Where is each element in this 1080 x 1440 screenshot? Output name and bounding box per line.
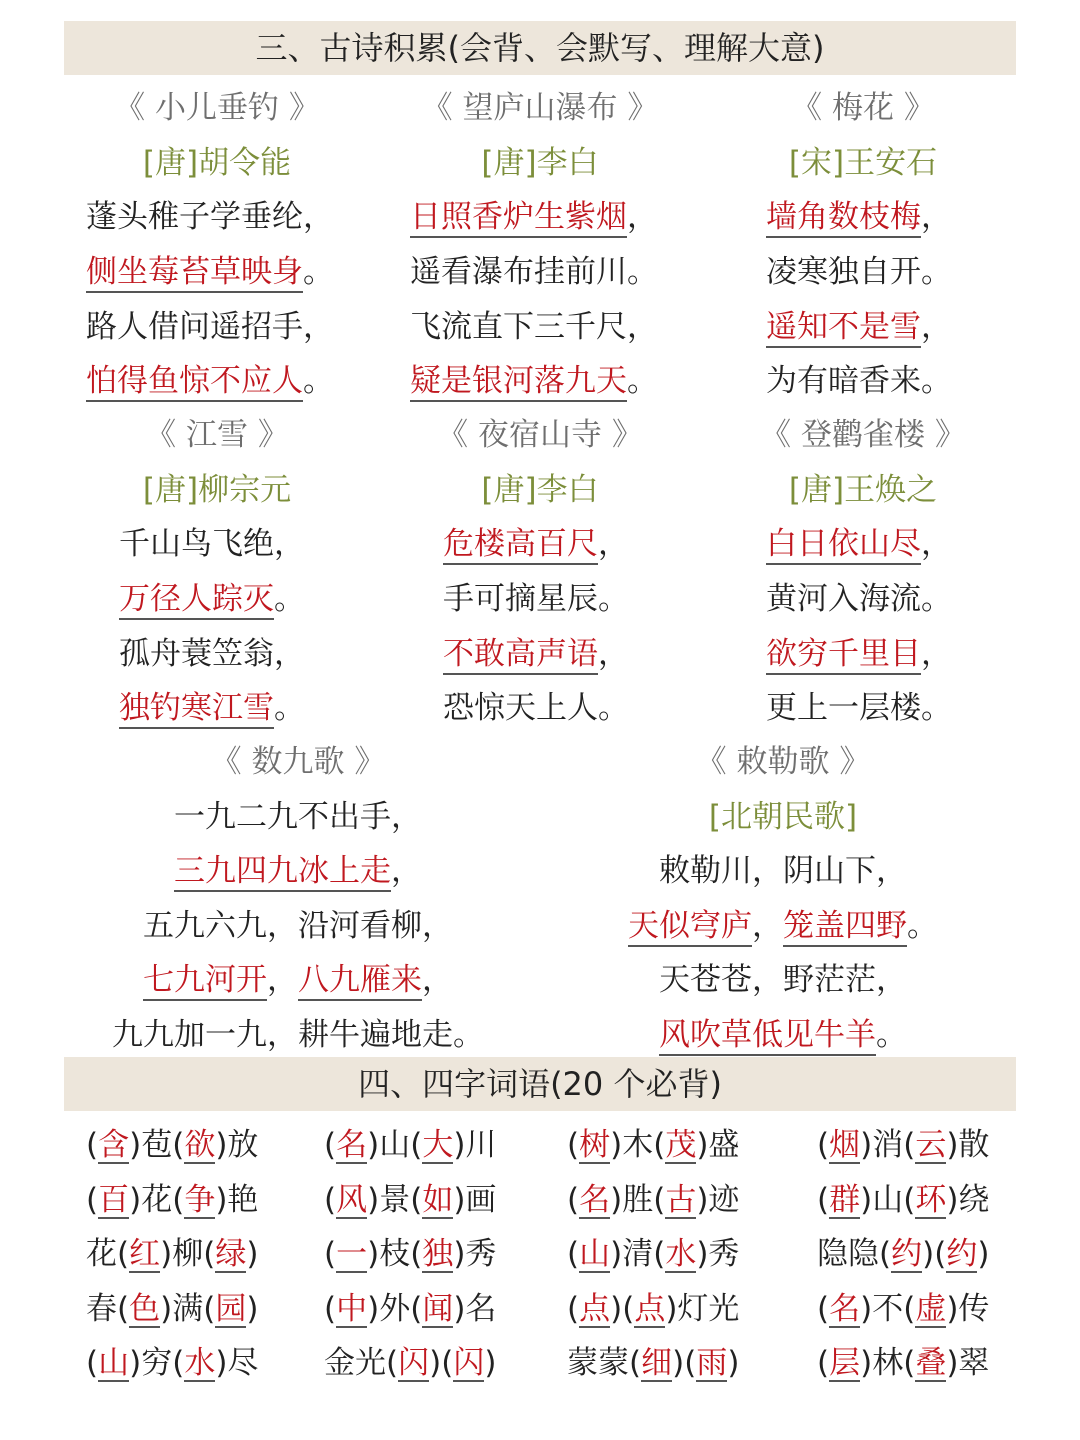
- idiom-text: )散: [946, 1127, 990, 1163]
- idiom-text: )木(: [610, 1127, 666, 1163]
- idiom-answer: 含: [98, 1127, 130, 1163]
- poem-author: [唐]王焕之: [788, 472, 938, 508]
- poem-line: [86, 245, 334, 300]
- idiom-text: )不(: [860, 1290, 916, 1327]
- line-text: 蓬头稚子学垂纶，: [86, 199, 334, 235]
- highlighted-text: 欲穷千里目: [766, 637, 921, 675]
- highlighted-text: 天似穹庐: [628, 909, 752, 947]
- idiom-item: [324, 1336, 567, 1391]
- line-text: 遥看瀑布挂前川。: [410, 254, 658, 290]
- highlighted-text: 怕得鱼惊不应人: [86, 364, 303, 402]
- poem-line: [443, 517, 629, 572]
- idiom-answer: 叠: [915, 1345, 947, 1381]
- idiom-answer: 争: [184, 1181, 216, 1218]
- poem-author: [北朝民歌]: [708, 799, 858, 835]
- poem-line: [766, 681, 952, 736]
- line-text: 天苍苍，野茫茫，: [659, 962, 907, 998]
- idiom-answer: 约: [946, 1236, 978, 1272]
- poem-line: [766, 190, 952, 245]
- idiom-text: )山(: [860, 1181, 916, 1218]
- idiom-item: [324, 1227, 567, 1282]
- poem-author: [宋]王安石: [788, 145, 938, 181]
- highlighted-text: 疑是银河落九天: [410, 364, 627, 402]
- line-text: 。: [274, 581, 305, 617]
- poem-author: [唐]胡令能: [142, 145, 292, 181]
- idiom-answer: 环: [915, 1181, 947, 1218]
- idiom-text: )外(: [367, 1290, 423, 1327]
- poem-line: [48, 953, 548, 1008]
- idiom-answer: 山: [98, 1345, 130, 1381]
- line-text: ，: [598, 636, 629, 672]
- idiom-text: (: [567, 1181, 580, 1218]
- line-text: 为有暗香来。: [766, 363, 952, 399]
- idiom-text: )翠: [946, 1345, 990, 1381]
- idiom-answer: 名: [336, 1127, 368, 1163]
- idiom-text: )名: [453, 1290, 497, 1327]
- poem-title: 《 夜宿山寺 》: [437, 417, 643, 453]
- poem-line: [119, 572, 305, 627]
- poem-line: [443, 681, 629, 736]
- line-text: 手可摘星辰。: [443, 581, 629, 617]
- idiom-answer: 山: [579, 1236, 611, 1272]
- idiom-text: )艳: [215, 1181, 259, 1218]
- idiom-text: )林(: [860, 1345, 916, 1381]
- poem-line: [766, 572, 952, 627]
- poem-line: [48, 844, 548, 899]
- idiom-text: )景(: [367, 1181, 423, 1218]
- highlighted-text: 风吹草低见牛羊: [659, 1018, 876, 1056]
- idiom-text: )盛: [696, 1127, 740, 1163]
- line-text: 五九六九，沿河看柳，: [143, 908, 453, 944]
- idiom-text: )(: [610, 1290, 635, 1327]
- poem-title: 《 小儿垂钓 》: [114, 90, 320, 126]
- poem-line: [410, 354, 658, 409]
- idiom-text: (: [817, 1181, 830, 1218]
- idiom-answer: 百: [98, 1181, 130, 1218]
- idiom-item: [817, 1118, 1007, 1173]
- idiom-text: )满(: [160, 1290, 216, 1327]
- idiom-text: )山(: [367, 1127, 423, 1163]
- poem-line: [766, 517, 952, 572]
- line-text: 。: [303, 254, 334, 290]
- idiom-text: )花(: [129, 1181, 185, 1218]
- idiom-item: [567, 1118, 817, 1173]
- highlighted-text: 日照香炉生紫烟: [410, 200, 627, 238]
- poem-line: [766, 300, 952, 355]
- idiom-text: )秀: [453, 1236, 497, 1272]
- idiom-item: [817, 1336, 1007, 1391]
- highlighted-text: 三九四九冰上走: [174, 854, 391, 892]
- highlighted-text: 危楼高百尺: [443, 527, 598, 565]
- poem-line: [766, 245, 952, 300]
- idiom-answer: 风: [336, 1181, 368, 1218]
- highlighted-text: 遥知不是雪: [766, 310, 921, 348]
- idiom-text: (: [324, 1181, 337, 1218]
- line-text: ，: [422, 962, 453, 998]
- poem-title: 《 江雪 》: [145, 417, 289, 453]
- line-text: ，: [598, 526, 629, 562]
- poem-line: [443, 572, 629, 627]
- idiom-item: [86, 1282, 324, 1337]
- idiom-answer: 中: [336, 1290, 368, 1327]
- idiom-item: [324, 1282, 567, 1337]
- idiom-answer: 绿: [215, 1236, 247, 1272]
- idiom-text: )川: [453, 1127, 497, 1163]
- idiom-item: [86, 1227, 324, 1282]
- idiom-text: )(: [672, 1345, 697, 1381]
- idiom-text: )苞(: [129, 1127, 185, 1163]
- idiom-answer: 园: [215, 1290, 247, 1327]
- idiom-text: 隐隐(: [817, 1236, 892, 1272]
- idiom-text: (: [86, 1345, 99, 1381]
- highlighted-text: 万径人踪灭: [119, 582, 274, 620]
- poem-line: [533, 953, 1033, 1008]
- section3-header: 三、古诗积累(会背、会默写、理解大意): [64, 21, 1016, 75]
- highlighted-text: 笼盖四野: [783, 909, 907, 947]
- idiom-text: (: [86, 1181, 99, 1218]
- poem-line: [410, 300, 658, 355]
- idiom-answer: 层: [829, 1345, 861, 1381]
- idiom-item: [324, 1173, 567, 1228]
- idiom-answer: 群: [829, 1181, 861, 1218]
- idiom-text: (: [567, 1290, 580, 1327]
- idiom-item: [817, 1282, 1007, 1337]
- idiom-text: )胜(: [610, 1181, 666, 1218]
- poem-line: [766, 627, 952, 682]
- poem-title: 《 望庐山瀑布 》: [421, 90, 659, 126]
- line-text: 。: [303, 363, 334, 399]
- idiom-item: [86, 1173, 324, 1228]
- idiom-text: (: [817, 1127, 830, 1163]
- line-text: 一九二九不出手，: [174, 799, 422, 835]
- poem-line: [48, 1008, 548, 1063]
- idiom-item: [86, 1336, 324, 1391]
- idiom-item: [567, 1336, 817, 1391]
- idiom-text: ): [977, 1236, 990, 1272]
- idiom-text: ): [727, 1345, 740, 1381]
- line-text: 。: [627, 363, 658, 399]
- idiom-answer: 水: [665, 1236, 697, 1272]
- idiom-text: ): [246, 1290, 259, 1327]
- idiom-text: 金光(: [324, 1345, 399, 1381]
- idiom-item: [567, 1173, 817, 1228]
- idiom-text: 花(: [86, 1236, 130, 1272]
- idiom-answer: 如: [422, 1181, 454, 1218]
- idiom-text: )消(: [860, 1127, 916, 1163]
- line-text: ，: [921, 526, 952, 562]
- line-text: ，: [921, 309, 952, 345]
- idiom-answer: 欲: [184, 1127, 216, 1163]
- line-text: 更上一层楼。: [766, 690, 952, 726]
- idiom-text: )传: [946, 1290, 990, 1327]
- line-text: ，: [627, 199, 658, 235]
- line-text: 九九加一九，耕牛遍地走。: [112, 1017, 484, 1053]
- poem-title: 《 敕勒歌 》: [695, 744, 871, 780]
- idiom-text: (: [324, 1236, 337, 1272]
- line-text: ，: [921, 199, 952, 235]
- idiom-text: 蒙蒙(: [567, 1345, 642, 1381]
- idiom-text: )穷(: [129, 1345, 185, 1381]
- line-text: 凌寒独自开。: [766, 254, 952, 290]
- poem-line: [86, 300, 334, 355]
- highlighted-text: 独钓寒江雪: [119, 691, 274, 729]
- idiom-answer: 雨: [696, 1345, 728, 1381]
- line-text: ，: [391, 853, 422, 889]
- idiom-answer: 虚: [915, 1290, 947, 1327]
- idiom-text: )(: [429, 1345, 454, 1381]
- idiom-text: )枝(: [367, 1236, 423, 1272]
- idiom-answer: 大: [422, 1127, 454, 1163]
- idiom-text: (: [324, 1127, 337, 1163]
- poem-line: [410, 190, 658, 245]
- idiom-answer: 点: [579, 1290, 611, 1327]
- poem-author: [唐]柳宗元: [142, 472, 292, 508]
- idiom-text: (: [817, 1345, 830, 1381]
- poem-line: [533, 844, 1033, 899]
- idiom-answer: 闪: [453, 1345, 485, 1381]
- highlighted-text: 白日依山尽: [766, 527, 921, 565]
- poem-title: 《 数九歌 》: [210, 744, 386, 780]
- idiom-text: )画: [453, 1181, 497, 1218]
- idiom-text: ): [484, 1345, 497, 1381]
- idiom-item: [324, 1118, 567, 1173]
- poem-line: [119, 517, 305, 572]
- poem-title: 《 梅花 》: [791, 90, 935, 126]
- poem-line: [48, 899, 548, 954]
- idiom-text: )清(: [610, 1236, 666, 1272]
- idiom-answer: 云: [915, 1127, 947, 1163]
- poem-author: [唐]李白: [481, 472, 599, 508]
- idiom-item: [817, 1173, 1007, 1228]
- section4-header: 四、四字词语(20 个必背): [64, 1057, 1016, 1111]
- idiom-answer: 闻: [422, 1290, 454, 1327]
- highlighted-text: 墙角数枝梅: [766, 200, 921, 238]
- poem-line: [48, 790, 548, 845]
- idiom-answer: 点: [634, 1290, 666, 1327]
- line-text: ，: [921, 636, 952, 672]
- idiom-text: )柳(: [160, 1236, 216, 1272]
- idiom-answer: 名: [579, 1181, 611, 1218]
- idiom-answer: 烟: [829, 1127, 861, 1163]
- idiom-item: [567, 1227, 817, 1282]
- idiom-text: )迹: [696, 1181, 740, 1218]
- line-text: 路人借问遥招手，: [86, 309, 334, 345]
- highlighted-text: 七九河开: [143, 963, 267, 1001]
- highlighted-text: 不敢高声语: [443, 637, 598, 675]
- line-text: 。: [274, 690, 305, 726]
- idiom-text: 春(: [86, 1290, 130, 1327]
- idiom-answer: 茂: [665, 1127, 697, 1163]
- idiom-text: )灯光: [665, 1290, 740, 1327]
- idiom-text: )尽: [215, 1345, 259, 1381]
- idiom-answer: 色: [129, 1290, 161, 1327]
- line-text: 恐惊天上人。: [443, 690, 629, 726]
- idiom-text: (: [567, 1236, 580, 1272]
- poem-line: [119, 627, 305, 682]
- poem-line: [533, 899, 1033, 954]
- idiom-text: )(: [922, 1236, 947, 1272]
- line-text: ，: [267, 962, 298, 998]
- poem-line: [410, 245, 658, 300]
- idiom-item: [567, 1282, 817, 1337]
- idiom-answer: 名: [829, 1290, 861, 1327]
- idiom-text: (: [324, 1290, 337, 1327]
- line-text: 。: [876, 1017, 907, 1053]
- poem-line: [443, 627, 629, 682]
- idiom-answer: 红: [129, 1236, 161, 1272]
- idiom-text: )放: [215, 1127, 259, 1163]
- idiom-answer: 一: [336, 1236, 368, 1272]
- poem-line: [119, 681, 305, 736]
- line-text: 黄河入海流。: [766, 581, 952, 617]
- poem-line: [533, 1008, 1033, 1063]
- idiom-answer: 独: [422, 1236, 454, 1272]
- idiom-grid: [86, 1118, 1006, 1391]
- poem-line: [86, 354, 334, 409]
- idiom-answer: 古: [665, 1181, 697, 1218]
- idiom-text: (: [567, 1127, 580, 1163]
- idiom-answer: 树: [579, 1127, 611, 1163]
- idiom-item: [86, 1118, 324, 1173]
- line-text: 孤舟蓑笠翁，: [119, 636, 305, 672]
- line-text: 敕勒川，阴山下，: [659, 853, 907, 889]
- idiom-answer: 水: [184, 1345, 216, 1381]
- line-text: ，: [752, 908, 783, 944]
- idiom-text: )秀: [696, 1236, 740, 1272]
- idiom-text: ): [246, 1236, 259, 1272]
- idiom-answer: 细: [641, 1345, 673, 1381]
- poem-title: 《 登鹳雀楼 》: [760, 417, 966, 453]
- poem-author: [唐]李白: [481, 145, 599, 181]
- line-text: 飞流直下三千尺，: [410, 309, 658, 345]
- idiom-answer: 闪: [398, 1345, 430, 1381]
- idiom-answer: 约: [891, 1236, 923, 1272]
- idiom-text: (: [86, 1127, 99, 1163]
- highlighted-text: 侧坐莓苔草映身: [86, 255, 303, 293]
- idiom-text: (: [817, 1290, 830, 1327]
- line-text: 。: [907, 908, 938, 944]
- line-text: 千山鸟飞绝，: [119, 526, 305, 562]
- idiom-item: [817, 1227, 1007, 1282]
- poem-line: [86, 190, 334, 245]
- idiom-text: )绕: [946, 1181, 990, 1218]
- poem-line: [766, 354, 952, 409]
- highlighted-text: 八九雁来: [298, 963, 422, 1001]
